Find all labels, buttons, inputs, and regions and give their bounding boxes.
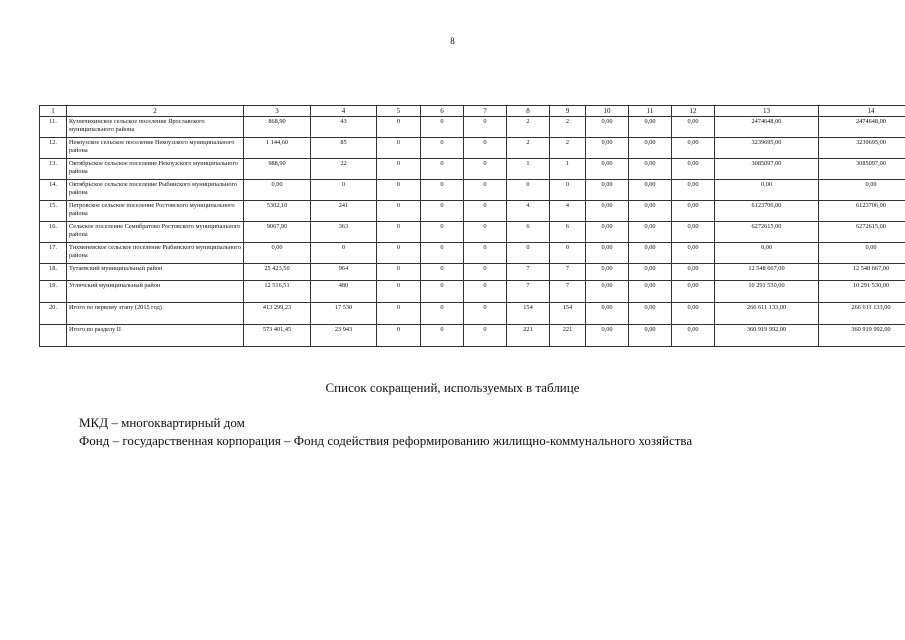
table-cell: 0 [377, 325, 421, 347]
table-cell: 11. [40, 117, 67, 138]
table-cell: 0 [464, 201, 507, 222]
table-cell: 6272615,00 [715, 222, 819, 243]
table-cell: 2474648,00 [819, 117, 905, 138]
table-cell: 363 [311, 222, 377, 243]
table-cell: 12. [40, 138, 67, 159]
table-cell: 0 [421, 201, 464, 222]
table-cell: 868,90 [244, 117, 311, 138]
table-cell: 266 611 133,00 [715, 303, 819, 325]
header-cell: 12 [672, 106, 715, 117]
table-cell: 12 516,51 [244, 281, 311, 303]
table-cell: 0,00 [244, 243, 311, 264]
table-cell: 0 [464, 159, 507, 180]
table-cell: 0,00 [629, 325, 672, 347]
table-cell: 7 [550, 281, 586, 303]
table-cell: 0 [377, 281, 421, 303]
table-cell: 0 [377, 264, 421, 281]
table-cell: 0 [464, 281, 507, 303]
row-name-cell: Тутаевский муниципальный район [67, 264, 244, 281]
table-cell: 0,00 [672, 264, 715, 281]
table-cell: 0 [421, 243, 464, 264]
row-name-cell: Октябрьское сельское поселение Некоузского муниципального района [67, 159, 244, 180]
table-row [40, 180, 905, 201]
table-row [40, 159, 905, 180]
table-cell: 18. [40, 264, 67, 281]
table-cell: 19. [40, 281, 67, 303]
table-cell: 3239695,00 [819, 138, 905, 159]
data-table [39, 105, 905, 347]
table-cell: 0 [550, 180, 586, 201]
table-cell: 0 [421, 180, 464, 201]
row-name-cell: Итого по первому этапу (2015 год) [67, 303, 244, 325]
table-cell: 0,00 [586, 325, 629, 347]
header-cell: 5 [377, 106, 421, 117]
table-cell: 0 [377, 117, 421, 138]
table-cell: 0,00 [819, 180, 905, 201]
header-cell: 3 [244, 106, 311, 117]
table-cell: 0,00 [586, 281, 629, 303]
table-cell: 0,00 [586, 180, 629, 201]
table-cell: 0,00 [672, 117, 715, 138]
table-cell: 0 [464, 243, 507, 264]
table-cell: 0 [377, 180, 421, 201]
table-cell: 0 [464, 222, 507, 243]
row-name-cell: Итого по разделу II [67, 325, 244, 347]
table-cell: 0 [464, 138, 507, 159]
table-cell: 0,00 [672, 243, 715, 264]
table-cell: 221 [507, 325, 550, 347]
table-cell: 0,00 [586, 264, 629, 281]
row-name-cell: Кузнечихинское сельское поселение Ярославского муниципального района [67, 117, 244, 138]
table-row [40, 243, 905, 264]
table-cell: 0,00 [586, 222, 629, 243]
table-cell: 360 919 992,00 [715, 325, 819, 347]
table-cell: 6 [507, 222, 550, 243]
header-cell: 6 [421, 106, 464, 117]
table-cell: 266 611 133,00 [819, 303, 905, 325]
table-cell: 0,00 [672, 201, 715, 222]
table-cell: 0,00 [672, 325, 715, 347]
header-cell: 7 [464, 106, 507, 117]
table-cell: 0 [464, 180, 507, 201]
table-cell: 0 [421, 264, 464, 281]
table-cell: 0,00 [586, 117, 629, 138]
table-cell: 6272615,00 [819, 222, 905, 243]
table-cell: 0,00 [819, 243, 905, 264]
page-number: 8 [450, 36, 455, 46]
table-cell: 2474648,00 [715, 117, 819, 138]
table-cell: 0,00 [629, 303, 672, 325]
table-row [40, 222, 905, 243]
table-cell: 20. [40, 303, 67, 325]
table-cell: 0,00 [629, 264, 672, 281]
table-cell: 0 [464, 303, 507, 325]
table-cell: 0 [550, 243, 586, 264]
table-cell: 85 [311, 138, 377, 159]
table-cell: 221 [550, 325, 586, 347]
table-row [40, 138, 905, 159]
table-cell: 0 [377, 243, 421, 264]
table-cell: 22 [311, 159, 377, 180]
table-cell: 4 [507, 201, 550, 222]
abbreviation-mkd: МКД – многоквартирный дом [79, 415, 245, 430]
table-cell: 25 423,50 [244, 264, 311, 281]
table-cell: 0 [377, 159, 421, 180]
table-cell: 0 [421, 222, 464, 243]
table-cell: 154 [507, 303, 550, 325]
table-cell: 154 [550, 303, 586, 325]
header-cell: 2 [67, 106, 244, 117]
table-cell: 964 [311, 264, 377, 281]
table-cell: 0,00 [586, 159, 629, 180]
table-cell: 0,00 [672, 222, 715, 243]
table-cell: 6 [550, 222, 586, 243]
table-cell: 3239695,00 [715, 138, 819, 159]
table-cell: 413 299,23 [244, 303, 311, 325]
table-cell: 13. [40, 159, 67, 180]
table-cell: 0,00 [586, 201, 629, 222]
table-cell: 6123706,00 [819, 201, 905, 222]
table-cell: 0 [311, 180, 377, 201]
table-cell: 0 [421, 281, 464, 303]
table-cell: 480 [311, 281, 377, 303]
table-cell [40, 325, 67, 347]
table-row [40, 281, 905, 303]
header-cell: 11 [629, 106, 672, 117]
header-cell: 13 [715, 106, 819, 117]
table-cell: 0 [377, 303, 421, 325]
table-cell: 23 943 [311, 325, 377, 347]
table-cell: 0 [421, 117, 464, 138]
table-cell: 0 [421, 303, 464, 325]
table-cell: 7 [507, 264, 550, 281]
table-cell: 0,00 [629, 180, 672, 201]
table-cell: 0,00 [629, 117, 672, 138]
table-cell: 0,00 [672, 180, 715, 201]
row-name-cell: Петровское сельское поселение Ростовского муниципального района [67, 201, 244, 222]
table-cell: 0 [311, 243, 377, 264]
table-cell: 360 919 992,00 [819, 325, 905, 347]
table-cell: 0,00 [586, 303, 629, 325]
table-cell: 6123706,00 [715, 201, 819, 222]
header-cell: 10 [586, 106, 629, 117]
table-cell: 0 [421, 159, 464, 180]
header-cell: 8 [507, 106, 550, 117]
table-cell: 0 [464, 325, 507, 347]
table-cell: 988,90 [244, 159, 311, 180]
table-cell: 0,00 [629, 243, 672, 264]
table-cell: 0,00 [672, 303, 715, 325]
table-cell: 0 [464, 264, 507, 281]
table-cell: 0,00 [672, 138, 715, 159]
table-cell: 10 291 530,00 [715, 281, 819, 303]
table-cell: 4 [550, 201, 586, 222]
table-cell: 0,00 [586, 138, 629, 159]
table-cell: 1 144,60 [244, 138, 311, 159]
table-cell: 0,00 [672, 159, 715, 180]
header-cell: 9 [550, 106, 586, 117]
table-cell: 0,00 [629, 138, 672, 159]
table-cell: 5302,10 [244, 201, 311, 222]
table-row [40, 201, 905, 222]
table-cell: 0 [377, 222, 421, 243]
table-cell: 0 [507, 243, 550, 264]
header-cell: 1 [40, 106, 67, 117]
table-cell: 0,00 [629, 281, 672, 303]
table-header-row [40, 106, 905, 117]
table-cell: 2 [550, 138, 586, 159]
table-row [40, 303, 905, 325]
table-cell: 0 [377, 201, 421, 222]
table-cell: 17. [40, 243, 67, 264]
abbreviations-title: Список сокращений, используемых в таблице [325, 380, 580, 395]
table-cell: 0,00 [244, 180, 311, 201]
table-cell: 573 401,45 [244, 325, 311, 347]
table-cell: 12 548 667,00 [819, 264, 905, 281]
row-name-cell: Октябрьское сельское поселение Рыбинского муниципального района [67, 180, 244, 201]
row-name-cell: Тихменевское сельское поселение Рыбинского муниципального района [67, 243, 244, 264]
table-cell: 0 [421, 138, 464, 159]
table-cell: 241 [311, 201, 377, 222]
table-cell: 17 530 [311, 303, 377, 325]
table-cell: 16. [40, 222, 67, 243]
table-cell: 7 [507, 281, 550, 303]
table-cell: 0,00 [629, 222, 672, 243]
table-cell: 12 548 667,00 [715, 264, 819, 281]
table-row [40, 117, 905, 138]
table-cell: 0,00 [715, 180, 819, 201]
table-row [40, 264, 905, 281]
table-cell: 0 [507, 180, 550, 201]
table-cell: 0,00 [715, 243, 819, 264]
table-cell: 15. [40, 201, 67, 222]
header-cell: 14 [819, 106, 905, 117]
row-name-cell: Угличский муниципальный район [67, 281, 244, 303]
table-cell: 7 [550, 264, 586, 281]
table-cell: 9067,90 [244, 222, 311, 243]
table-cell: 43 [311, 117, 377, 138]
table-cell: 1 [507, 159, 550, 180]
table-row [40, 325, 905, 347]
table-cell: 3085097,00 [715, 159, 819, 180]
table-cell: 2 [507, 117, 550, 138]
table-cell: 2 [550, 117, 586, 138]
abbreviation-fond: Фонд – государственная корпорация – Фонд содействия реформированию жилищно-коммунального хозяйства [79, 433, 693, 448]
table-cell: 0 [421, 325, 464, 347]
table-cell: 0,00 [672, 281, 715, 303]
table-cell: 10 291 530,00 [819, 281, 905, 303]
table-cell: 0 [464, 117, 507, 138]
table-cell: 1 [550, 159, 586, 180]
table-cell: 0,00 [629, 201, 672, 222]
row-name-cell: Некоузское сельское поселение Некоузского муниципального района [67, 138, 244, 159]
row-name-cell: Сельское поселение Семибратово Ростовского муниципального района [67, 222, 244, 243]
table-cell: 0 [377, 138, 421, 159]
table-cell: 3085097,00 [819, 159, 905, 180]
table-cell: 0,00 [629, 159, 672, 180]
table-cell: 0,00 [586, 243, 629, 264]
header-cell: 4 [311, 106, 377, 117]
table-cell: 2 [507, 138, 550, 159]
table-cell: 14. [40, 180, 67, 201]
